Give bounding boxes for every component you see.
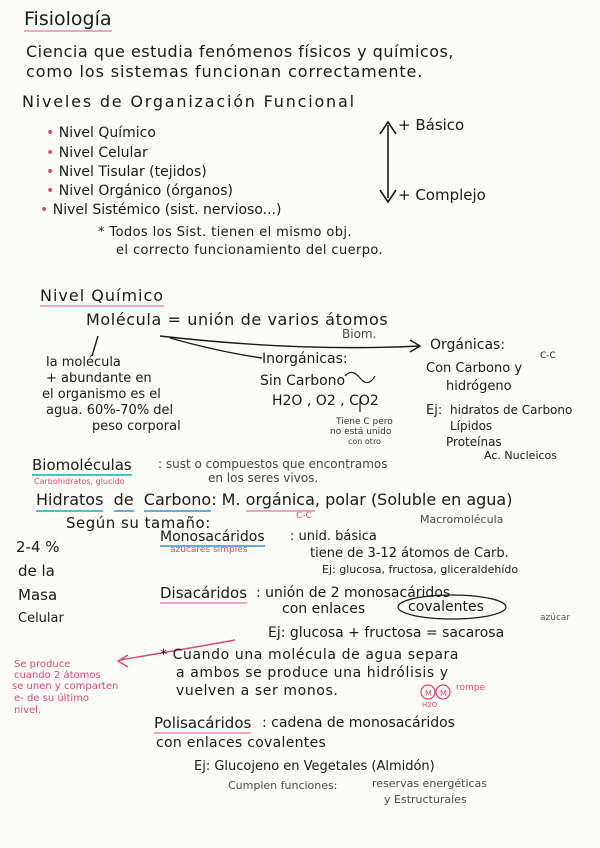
inorganic-note-3: con otro — [348, 437, 381, 446]
macromolecule-note: Macromolécula — [420, 513, 504, 526]
intro-line-1: Ciencia que estudia fenómenos físicos y químicos, — [26, 42, 454, 61]
poli-cumplen: Cumplen funciones: — [228, 779, 338, 792]
note-all-line-2: el correcto funcionamiento del cuerpo. — [116, 243, 384, 258]
carbs-cc: C-C — [296, 511, 312, 521]
poli-def-2: con enlaces covalentes — [156, 735, 327, 751]
percent-line: Celular — [18, 611, 64, 626]
carbon-sketch-icon — [345, 372, 375, 382]
level-item: • Nivel Orgánico (órganos) — [46, 183, 233, 199]
organic-example: Proteínas — [446, 435, 502, 449]
pink-arrowhead-icon — [118, 655, 128, 667]
note-all-line-1: * Todos los Sist. tienen el mismo obj. — [98, 225, 352, 240]
level-item: • Nivel Sistémico (sist. nervioso...) — [40, 202, 282, 218]
carbs-heading: Hidratos de Carbono: M. orgánica, polar (Soluble en agua) — [36, 492, 512, 508]
di-example: Ej: glucosa + fructosa = sacarosa — [268, 625, 505, 641]
hydrolysis-line-1: * Cuando una molécula de agua separa — [160, 647, 460, 663]
arrow-to-water-icon — [92, 336, 98, 356]
level-item: • Nivel Celular — [46, 145, 148, 161]
biomolecules-pink-note: Carbohidratos, glucido — [34, 477, 125, 486]
percent-line: 2-4 % — [16, 538, 60, 556]
organic-example: Ac. Nucleicos — [484, 449, 558, 462]
di-def-2b: covalentes — [408, 599, 484, 615]
azucar-note: azúcar — [540, 613, 571, 623]
hydrolysis-line-3: vuelven a ser monos. — [176, 683, 339, 699]
poli-example: Ej: Glucojeno en Vegetales (Almidón) — [194, 759, 435, 774]
di-term: Disacáridos — [160, 584, 248, 602]
mono-def-2: tiene de 3-12 átomos de Carb. — [310, 546, 509, 561]
svg-text:M: M — [440, 689, 447, 698]
biomolecules-def-2: en los seres vivos. — [208, 471, 319, 485]
biomolecules-term: Biomoléculas — [32, 456, 132, 474]
organic-example: Lípidos — [450, 419, 493, 433]
h2o-note: H2O — [422, 701, 438, 709]
poli-term: Polisacáridos — [154, 714, 252, 732]
level-item: • Nivel Tisular (tejidos) — [46, 164, 207, 180]
organic-heading: Orgánicas: — [430, 337, 506, 353]
svg-text:M: M — [425, 689, 432, 698]
mono-sub: azúcares simples — [170, 545, 248, 555]
molecule-definition: Molécula = unión de varios átomos — [86, 310, 389, 329]
di-def: : unión de 2 monosacáridos — [256, 585, 451, 601]
organic-ex-label: Ej: — [426, 403, 443, 418]
mono-example: Ej: glucosa, fructosa, gliceraldehído — [322, 563, 519, 576]
inorganic-note-1: Tiene C pero — [336, 417, 393, 427]
level-item: • Nivel Químico — [46, 125, 156, 141]
scale-top-label: + Básico — [398, 116, 465, 134]
di-def-2a: con enlaces — [282, 601, 366, 617]
inorganic-note-2: no está unido — [330, 427, 392, 437]
biom-note: Biom. — [342, 327, 377, 341]
organic-example: hidratos de Carbono — [450, 403, 573, 417]
chem-heading: Nivel Químico — [40, 286, 165, 305]
mono-term: Monosacáridos — [160, 529, 265, 545]
inorganic-heading: Inorgánicas: — [262, 351, 348, 367]
hydrolysis-line-2: a ambos se produce una hidrólisis y — [176, 665, 449, 681]
levels-heading: Niveles de Organización Funcional — [22, 92, 356, 111]
page-title: Fisiología — [24, 8, 112, 30]
percent-line: Masa — [18, 586, 58, 604]
by-size: Según su tamaño: — [66, 514, 211, 532]
mono-def: : unid. básica — [290, 529, 377, 544]
percent-line: de la — [18, 562, 55, 580]
poli-function: reservas energéticas — [372, 777, 488, 790]
biomolecules-def: : sust o compuestos que encontramos — [158, 457, 388, 471]
organic-line-1: Con Carbono y — [426, 361, 523, 376]
rompe-note: rompe — [456, 683, 486, 693]
inorganic-formula: H2O , O2 , CO2 — [272, 393, 379, 409]
scale-bottom-label: + Complejo — [398, 186, 486, 204]
organic-cc: C-C — [540, 351, 556, 361]
inorganic-sub: Sin Carbono — [260, 373, 346, 389]
poli-function: y Estructurales — [384, 793, 467, 806]
organic-line-2: hidrógeno — [446, 379, 512, 394]
poli-def: : cadena de monosacáridos — [262, 715, 455, 731]
intro-line-2: como los sistemas funcionan correctamente. — [26, 62, 424, 81]
